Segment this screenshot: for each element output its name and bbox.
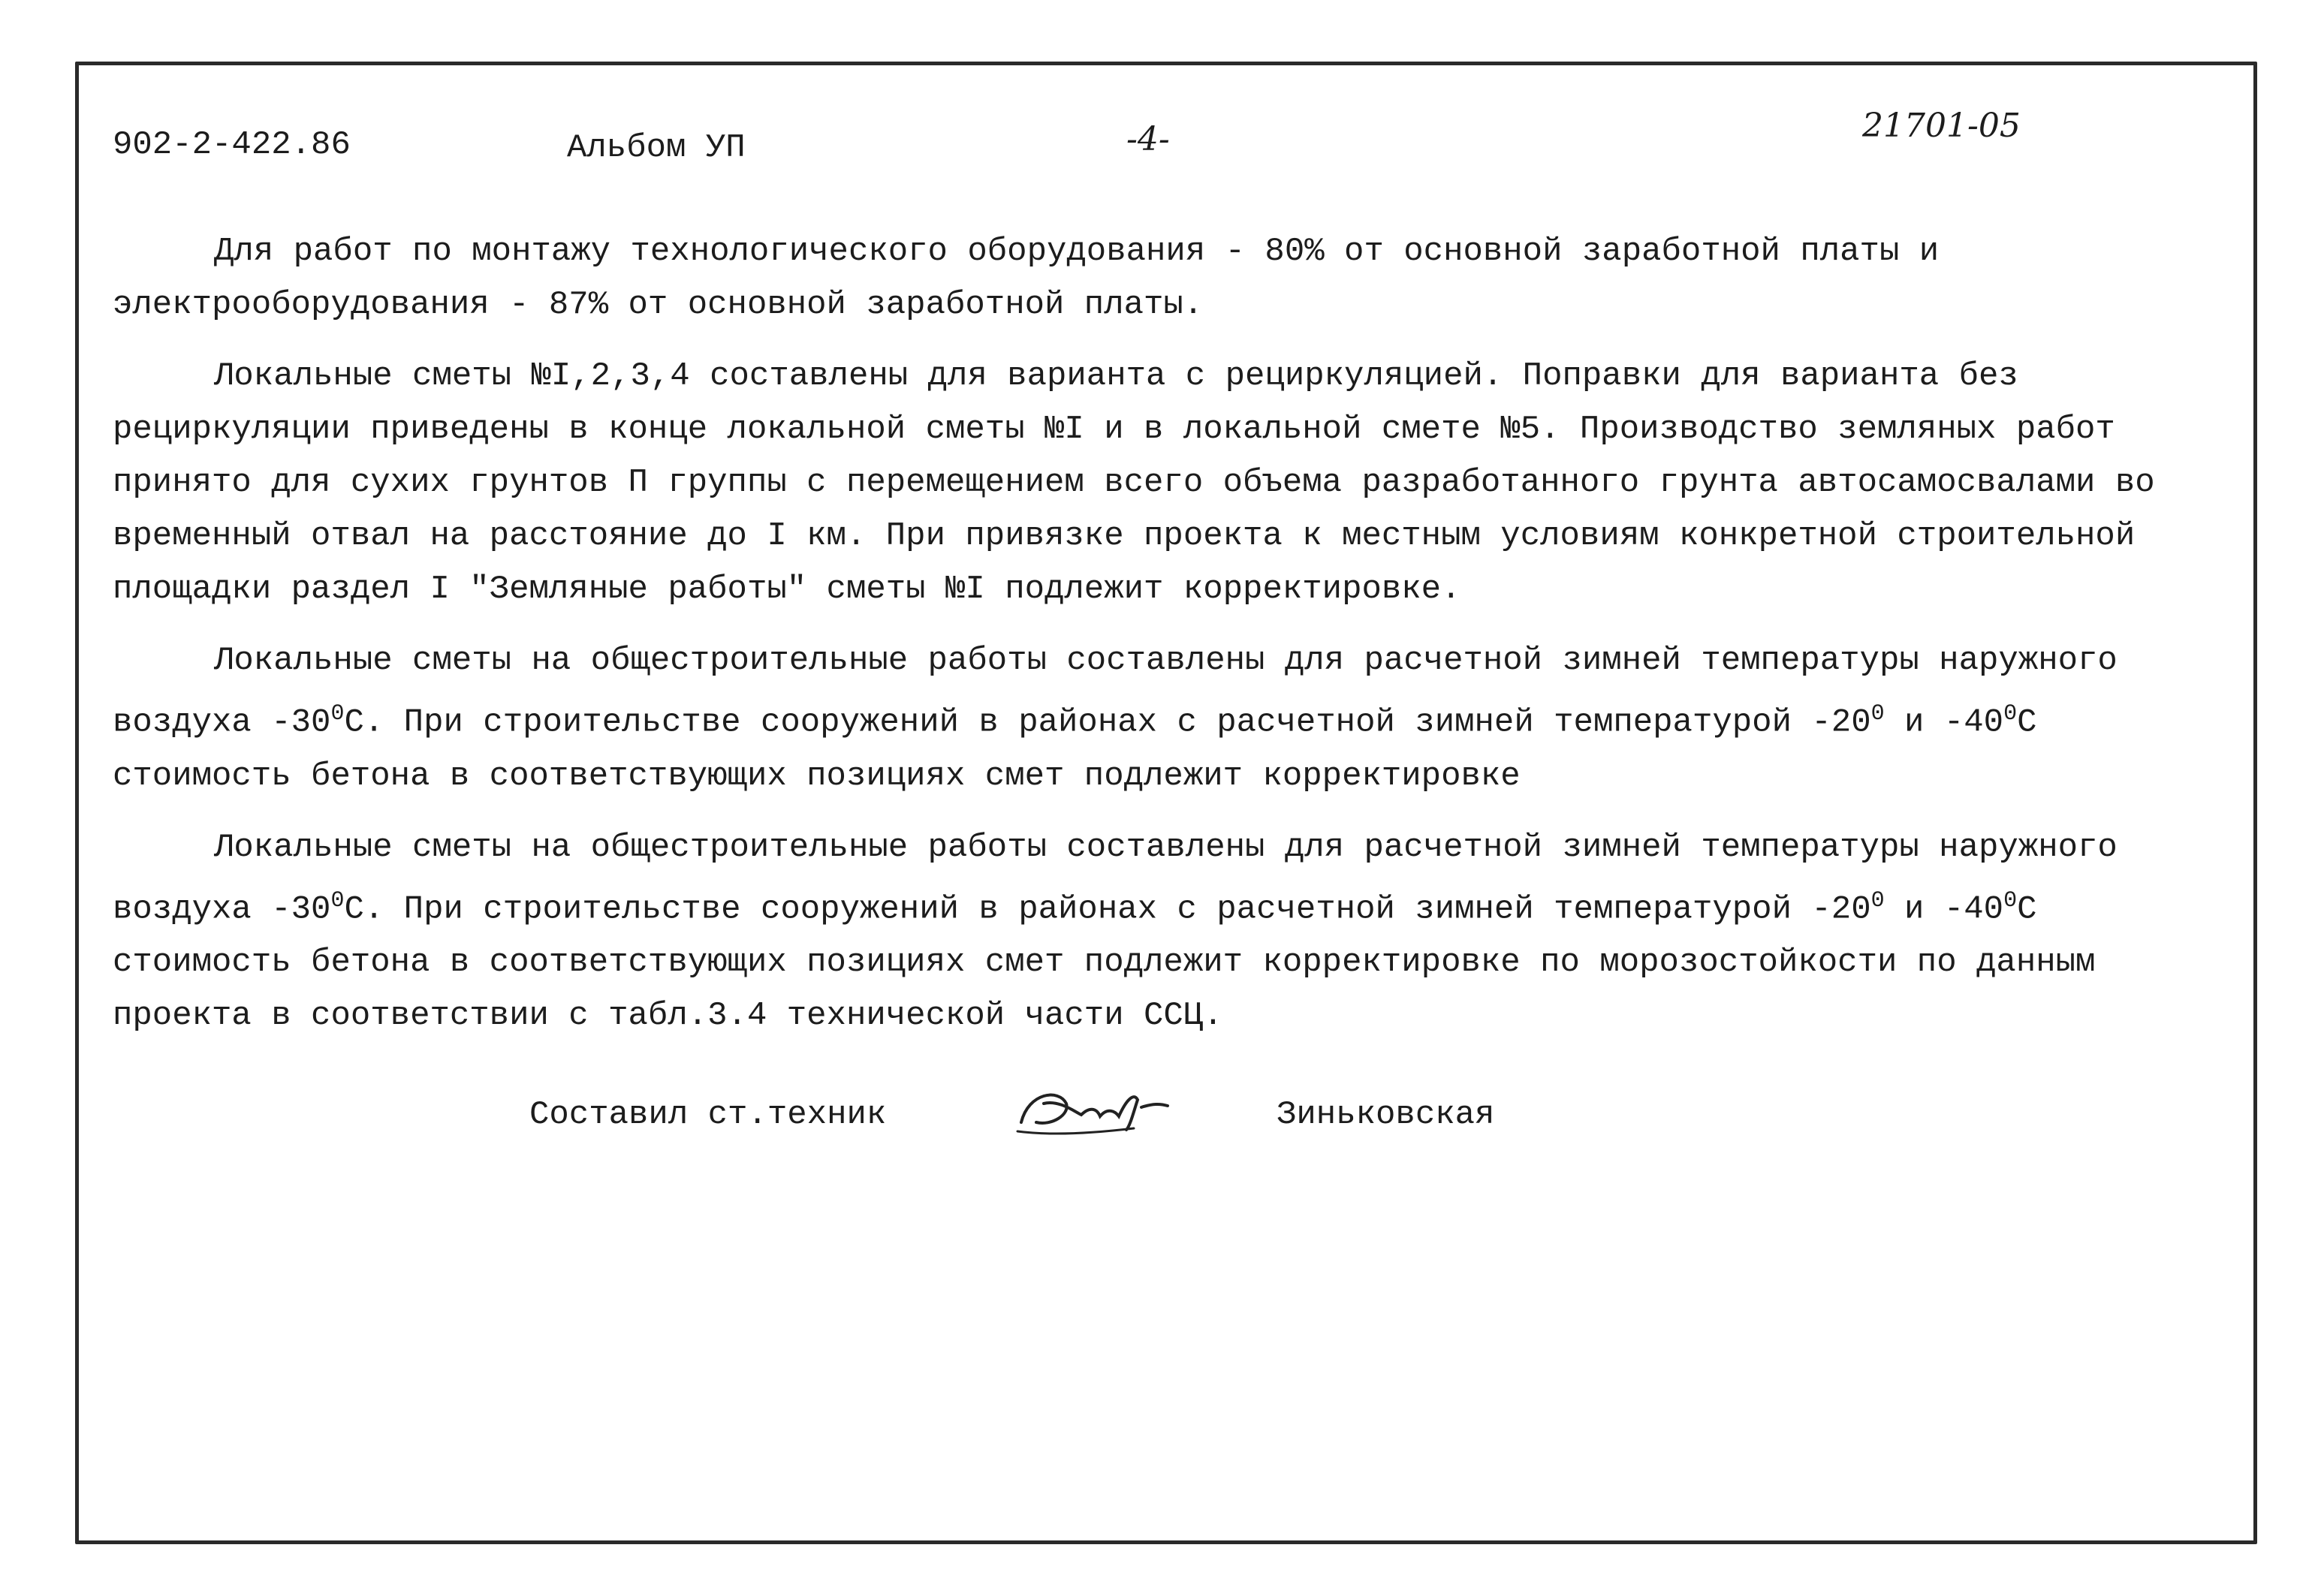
paragraph-4: Локальные сметы на общестроительные работы составлены для расчетной зимней температуры наружного воздуха $-30^0С$. При строительстве сооружений в районах с расчетной зимней температурой $-20^0$ и $-40^0С$ стоимость бетона в соответствующих позициях смет подлежит корректировке по морозостойкости по данным проекта в соответствии с табл.3.4 технической части ССЦ. [113, 828, 2118, 1035]
page-mark: -4- [1126, 120, 1170, 158]
doc-code: 902-2-422.86 [113, 126, 351, 164]
paragraph-2: Локальные сметы №I,2,3,4 составлены для варианта с рециркуляцией. Поправки для варианта без рециркуляции приведены в конце локальной сметы №I и в локальной смете №5. Производство земляных работ принято для сухих грунтов П группы с перемещением всего объема разработанного грунта автосамосвалами во временный отвал на расстояние до I км. При привязке проекта к местным условиям конкретной строительной площадки раздел I "Земляные работы" сметы №I подлежит корректировке. [113, 357, 2155, 608]
signature-role: Составил ст.техник [529, 1096, 887, 1134]
inventory-number: 21701-05 [1862, 107, 2021, 145]
signature-name: Зиньковская [1277, 1096, 1495, 1134]
document-body [113, 225, 2230, 1061]
album-label: Альбом УП [567, 129, 746, 167]
handwritten-signature [1006, 1070, 1179, 1145]
paragraph-1: Для работ по монтажу технологического оборудования - 80% от основной заработной платы и электрооборудования - 87% от основной заработной платы. [113, 233, 1940, 324]
paragraph-3: Локальные сметы на общестроительные работы составлены для расчетной зимней температуры наружного воздуха $-30^0С$. При строительстве сооружений в районах с расчетной зимней температурой $-20^0$ и $-40^0С$ стоимость бетона в соответствующих позициях смет подлежит корректировке [113, 642, 2118, 795]
